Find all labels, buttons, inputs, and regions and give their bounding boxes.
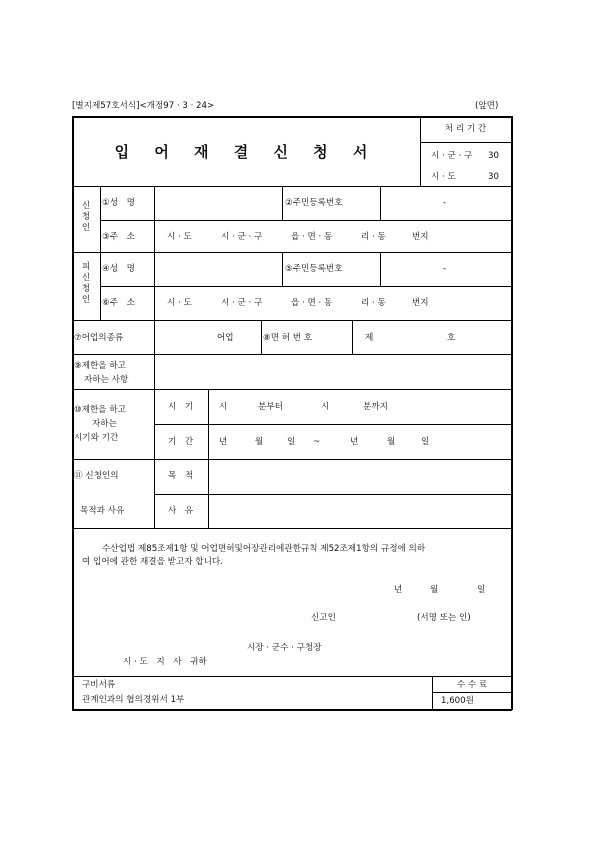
respondent-id-label: ⑤주민등록번호 [285, 264, 343, 274]
respondent-addr-village: 리 · 동 [361, 298, 386, 308]
col-line-b3 [380, 252, 381, 286]
applicant-group-label: 신청인 [81, 201, 91, 233]
license-suffix: 호 [447, 333, 456, 343]
row-line-5 [72, 320, 512, 321]
period-part-7: 일 [421, 437, 430, 447]
purpose-field[interactable] [210, 461, 510, 492]
col-line-b4 [154, 286, 155, 320]
table-border-right [511, 116, 513, 710]
row-line-2 [100, 220, 512, 221]
col-line-b2 [282, 252, 283, 286]
applicant-name-label: ①성 명 [102, 198, 135, 208]
restriction-time-label-1: ⑩제한을 하고 [74, 405, 126, 415]
statement-line-2: 여 입어에 관한 재결을 받고자 합니다. [82, 557, 223, 567]
applicant-addr-province: 시 · 도 [167, 232, 192, 242]
col-line-c2 [261, 320, 262, 354]
time-part-3: 시 [321, 402, 330, 412]
required-docs-label: 구비서류 [82, 680, 116, 690]
col-line-c1 [154, 320, 155, 354]
applicant-address-field[interactable] [156, 222, 510, 250]
respondent-addr-province: 시 · 도 [167, 298, 192, 308]
period-part-1: 년 [219, 437, 228, 447]
col-line-d1 [154, 354, 155, 389]
fishery-type-field[interactable] [156, 322, 259, 352]
col-line-a2 [282, 186, 283, 220]
purpose-label-1: ⑪ 신청인의 [74, 471, 119, 481]
restriction-time-label-3: 시기와 기간 [74, 433, 119, 443]
respondent-address-field[interactable] [156, 288, 510, 318]
document-title: 입 어 재 결 신 청 서 [114, 143, 378, 161]
row-line-4 [100, 286, 512, 287]
date-day: 일 [477, 585, 486, 595]
applicant-addr-village: 리 · 동 [361, 232, 386, 242]
processing-row2-label: 시 · 도 [431, 172, 456, 182]
processing-row2-value: 30 [488, 172, 499, 182]
officials-line: 시장 · 군수 · 구청장 [247, 643, 322, 653]
time-part-4: 분까지 [363, 402, 388, 412]
col-line-a3 [380, 186, 381, 220]
date-year: 년 [394, 585, 403, 595]
applicant-addr-lot: 번지 [412, 232, 429, 242]
statement-line-1: 수산업법 제85조제1항 및 어업면허및어장관리에관한규칙 제52조제1항의 규정에 의하 [102, 544, 426, 554]
applicant-id-label: ②주민등록번호 [285, 198, 343, 208]
signer-label: 신고인 [311, 613, 336, 623]
row-line-3 [72, 252, 512, 253]
time-part-2: 분부터 [258, 402, 283, 412]
page-side-label: (앞면) [475, 101, 499, 111]
row-line-6 [72, 354, 512, 355]
respondent-address-label: ⑥주 소 [102, 298, 135, 308]
respondent-addr-lot: 번지 [412, 298, 429, 308]
row-line-9 [72, 459, 512, 460]
respondent-name-label: ④성 명 [102, 264, 135, 274]
addressee-line: 시 · 도 지 사 귀하 [123, 657, 207, 667]
form-number: [별지제57호서식]<개정97 · 3 · 24> [72, 101, 215, 111]
purpose-field-label: 목 적 [168, 471, 194, 481]
row-line-7 [72, 389, 512, 390]
col-line-e2 [208, 389, 209, 528]
processing-row1-value: 30 [488, 151, 499, 161]
restriction-matters-label-1: ⑨제한을 하고 [74, 361, 126, 371]
restriction-time-label-2: 자하는 [92, 419, 117, 429]
period-part-6: 월 [387, 437, 396, 447]
restriction-matters-label-2: 자하는 사항 [84, 375, 129, 385]
col-line-a4 [154, 220, 155, 252]
period-label: 기 간 [168, 437, 194, 447]
fee-line [432, 692, 512, 693]
period-part-3: 일 [287, 437, 296, 447]
col-line-e1 [154, 389, 155, 528]
fee-value: 1,600원 [441, 696, 474, 706]
period-part-2: 월 [255, 437, 264, 447]
fishery-type-suffix: 어업 [217, 333, 234, 343]
fee-label: 수 수 료 [456, 680, 488, 690]
respondent-name-field[interactable] [156, 254, 280, 284]
license-number-field[interactable] [354, 322, 510, 352]
purpose-label-2: 목적과 사유 [80, 506, 125, 516]
table-border-bottom [72, 709, 512, 711]
table-border-top [72, 116, 512, 118]
applicant-addr-town: 읍 · 면 · 동 [291, 232, 333, 242]
row-line-12 [72, 676, 512, 677]
license-number-label: ⑧면 허 번 호 [263, 333, 313, 343]
group-divider [100, 186, 101, 320]
applicant-id-field[interactable] [382, 188, 510, 218]
respondent-addr-city: 시 · 군 · 구 [221, 298, 263, 308]
signature-note: (서명 또는 인) [417, 613, 471, 623]
license-prefix: 제 [365, 333, 374, 343]
respondent-group-label: 피신청인 [81, 262, 91, 305]
period-part-5: 년 [350, 437, 359, 447]
applicant-addr-city: 시 · 군 · 구 [221, 232, 263, 242]
respondent-addr-town: 읍 · 면 · 동 [291, 298, 333, 308]
time-field[interactable] [210, 391, 510, 422]
applicant-name-field[interactable] [156, 188, 280, 218]
reason-field[interactable] [210, 496, 510, 526]
processing-period-label: 처 리 기 간 [444, 124, 487, 134]
processing-header-line [420, 142, 511, 143]
reason-field-label: 사 유 [168, 506, 194, 516]
respondent-id-dash: - [443, 264, 447, 274]
restriction-matters-field[interactable] [156, 356, 510, 387]
col-line-a1 [154, 186, 155, 220]
col-line-c3 [352, 320, 353, 354]
period-part-4: ~ [313, 437, 321, 447]
row-line-1 [72, 186, 512, 187]
time-label: 시 기 [168, 402, 194, 412]
processing-row1-label: 시 · 군 · 구 [431, 151, 473, 161]
date-month: 월 [430, 585, 439, 595]
fishery-type-label: ⑦어업의종류 [74, 333, 124, 343]
respondent-id-field[interactable] [382, 254, 510, 284]
applicant-id-dash: - [443, 198, 447, 208]
col-line-b1 [154, 252, 155, 286]
row-line-11 [72, 528, 512, 529]
applicant-address-label: ③주 소 [102, 232, 135, 242]
time-part-1: 시 [219, 402, 228, 412]
required-docs-item: 관계인과의 협의경위서 1부 [82, 695, 185, 705]
